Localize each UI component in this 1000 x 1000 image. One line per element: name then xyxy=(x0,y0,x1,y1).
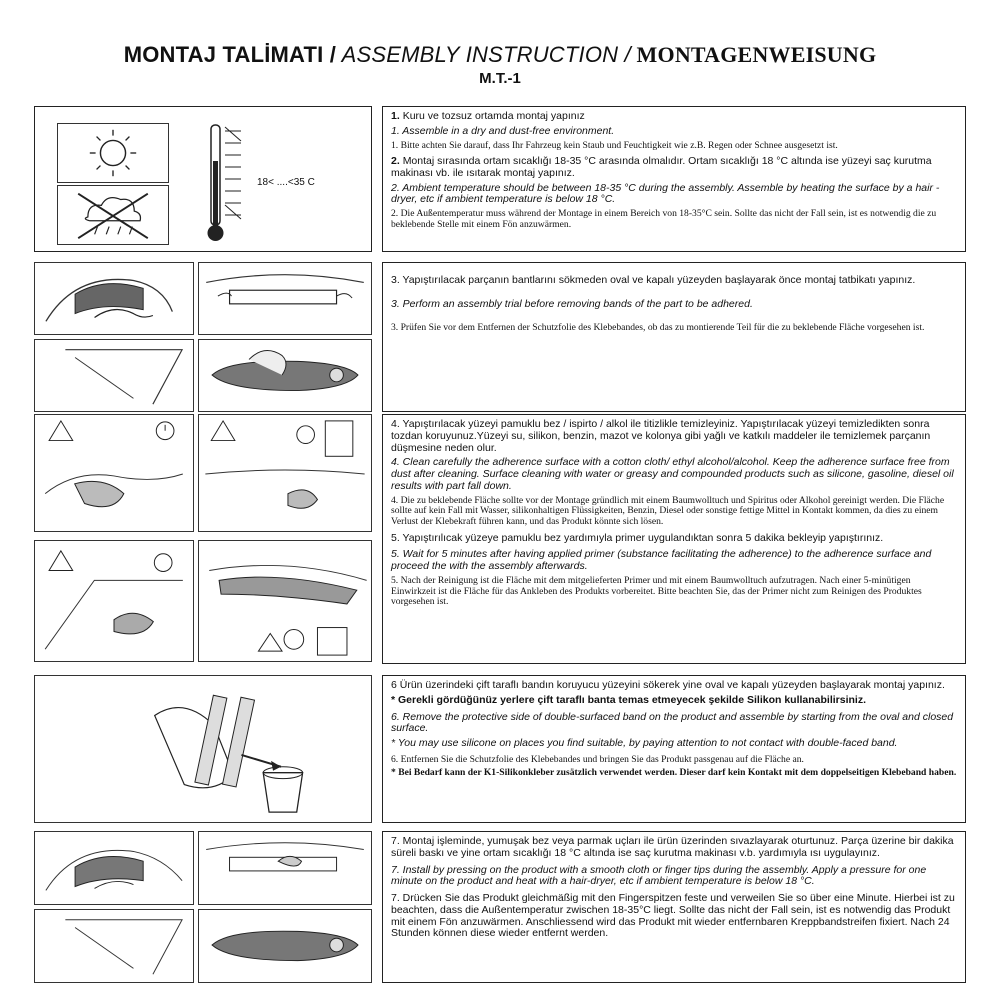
title-turkish: MONTAJ TALİMATI / xyxy=(123,42,337,67)
step-3-turkish: 3. Yapıştırılacak parçanın bantlarını sökmeden oval ve kapalı yüzeyden başlayarak önce montaj tatbikatı yapınız. xyxy=(391,274,916,286)
step-1-number: 1. xyxy=(391,110,400,122)
sun-figure xyxy=(57,123,169,183)
step-3-english: 3. Perform an assembly trial before removing bands of the part to be adhered. xyxy=(391,297,753,310)
step-5-figure-primer-a xyxy=(34,540,194,662)
step-6-text xyxy=(382,675,966,823)
step-3-figure-panel-slot xyxy=(198,262,372,335)
step-4-turkish: 4. Yapıştırılacak yüzeyi pamuklu bez / ispirto / alkol ile titizlikle temizleyiniz. Yapıştırılacak yüzeyi temizledikten sonra tozdan koruyunuz.Yüzeyi su, silikon, benzin, mazot ve kolonya gibi yağlı ve katkılı maddeler ile temizlemek parçanın düşmesine neden olur. xyxy=(391,418,931,454)
step-7-german: 7. Drücken Sie das Produkt gleichmäßig mit den Fingerspitzen feste und verweilen Sie so über eine Minute. Hierbei ist zu beachten, dass die Außentemperatur zwischen 18-35°C liegt. Sollte das nicht der Fall sein, ist es notwendig das Produkt mit einem Fön anzuwärmen. Anschliessend wird das Produkt mit wieder entfernbaren Kreppbandstreifen fixiert. Nach 24 Stunden können diese wieder entfernt werden. xyxy=(391,892,955,940)
step-6-turkish: 6 Ürün üzerindeki çift taraflı bandın koruyucu yüzeyini sökerek yine oval ve kapalı yüzeyden başlayarak montaj yapınız. xyxy=(391,679,945,691)
step-5-turkish: 5. Yapıştırılıcak yüzeye pamuklu bez yardımıyla primer uygulandıktan sonra 5 dakika bekleyip yapıştırınız. xyxy=(391,531,884,544)
step-7-figure-press-c xyxy=(34,909,194,983)
step-6-english: 6. Remove the protective side of double-surfaced band on the product and assemble by starting from the oval and closed surface. xyxy=(391,710,954,735)
step-4-5-text xyxy=(382,414,966,664)
step-1-english: 1. Assemble in a dry and dust-free environment. xyxy=(391,124,615,137)
step-5-english: 5. Wait for 5 minutes after having applied primer (substance facilitating the adherence) to the adherence surface and proceed the with the assembly afterwards. xyxy=(391,548,932,573)
step-4-figure-cleaning-a xyxy=(34,414,194,532)
step-6-german: 6. Entfernen Sie die Schutzfolie des Klebebandes und bringen Sie das Produkt passgenau auf die Fläche an. xyxy=(391,753,804,765)
step-1-turkish: Kuru ve tozsuz ortamda montaj yapınız xyxy=(402,110,585,122)
step-4-german: 4. Die zu beklebende Fläche sollte vor der Montage gründlich mit einem Baumwolltuch und Spiritus oder Alkohol gereinigt werden. Die Fläche sollte auf kein Fall mit Wasser, silikonhaltigen Flüssigkeiten, Benzin, Diesel oder sonstige fettige Mittel in Kontakt kommen, da dies zu einem Verlust der Klebekraft führen kann, und das Produkt könnte sich lösen. xyxy=(391,494,945,527)
step-6-english-note: * You may use silicone on places you find suitable, by paying attention to not contact with double-faced band. xyxy=(391,737,898,749)
rain-crossed-figure xyxy=(57,185,169,245)
step-6-figure-remove-tape xyxy=(34,675,372,823)
step-4-english: 4. Clean carefully the adherence surface with a cotton cloth/ ethyl alcohol/alcohol. Keep the adherence surface free from dust after cleaning. Surface cleaning with water or greasy and compounded products such as silicone, gasoline, diesel oil results with part fall down. xyxy=(391,456,954,492)
step-3-german: 3. Prüfen Sie vor dem Entfernen der Schutzfolie des Klebebandes, ob das zu montierende Teil für die zu beklebende Fläche vorgesehen ist. xyxy=(391,321,925,333)
step-2-turkish: Montaj sırasında ortam sıcaklığı 18-35 °C arasında olmalıdır. Ortam sıcaklığı 18 °C altında ise yüzeyi saç kurutma makinası vb. ile ısıtarak montaj yapınız. xyxy=(391,155,932,179)
step-7-english: 7. Install by pressing on the product with a smooth cloth or finger tips during the assembly. Apply a pressure for one minute on the product and heat with a hair-dryer, etc if ambient temperature is below 18 °C. xyxy=(391,863,927,888)
step-2-english: 2. Ambient temperature should be between 18-35 °C during the assembly. Assemble by heating the surface by a hair -dryer, etc if ambient temperature is below 18 °C. xyxy=(391,181,940,206)
figure-group-environment xyxy=(34,106,372,252)
step-7-text xyxy=(382,831,966,983)
step-7-turkish: 7. Montaj işleminde, yumuşak bez veya parmak uçları ile ürün üzerinden sıvazlayarak oturtunuz. Parça üzerine bir dakika süreli baskı ve yine ortam sıcaklığı 18 °C altında ise saç kurutma makinası v.b. yardımıyla ısı uygulayınız. xyxy=(391,835,954,859)
step-6-turkish-note: * Gerekli gördüğünüz yerlere çift taraflı banta temas etmeyecek şekilde Silikon kullanabilirsiniz. xyxy=(391,693,867,706)
title-english: ASSEMBLY INSTRUCTION / xyxy=(336,42,631,67)
step-5-german: 5. Nach der Reinigung ist die Fläche mit dem mitgelieferten Primer und mit einem Baumwolltuch aufzutragen. Nach einer 5-minütigen Einwirkzeit ist die Fläche für das Ankleben des Produkts vorbereitet. Bitte beachten Sie, das der Primer nicht zum Reinigen des Produktes vorgesehen ist. xyxy=(391,574,922,608)
step-3-text xyxy=(382,262,966,412)
page-title xyxy=(0,42,1000,68)
step-5-figure-primer-b xyxy=(198,540,372,662)
document-code: M.T.-1 xyxy=(479,70,521,87)
step-3-figure-hand-fit xyxy=(34,262,194,335)
step-1-2-text xyxy=(382,106,966,252)
step-6-german-note: * Bei Bedarf kann der K1-Silikonkleber zusätzlich verwendet werden. Dieser darf kein Kontakt mit dem doppelseitigen Klebeband haben. xyxy=(391,767,957,779)
title-german: MONTAGENWEISUNG xyxy=(630,42,877,67)
thermometer-icon xyxy=(195,121,265,247)
step-7-figure-press-d xyxy=(198,909,372,983)
step-7-figure-press-a xyxy=(34,831,194,905)
step-3-figure-handle-trial xyxy=(198,339,372,412)
step-2-number: 2. xyxy=(391,155,400,168)
step-3-figure-side xyxy=(34,339,194,412)
step-2-german: 2. Die Außentemperatur muss während der Montage in einem Bereich von 18-35°C sein. Sollte das nicht der Fall sein, ist es notwendig die zu beklebende Stelle mit einem Fön anzuwärmen. xyxy=(391,208,937,230)
temperature-range-label: 18< ....<35 C xyxy=(257,177,315,188)
step-4-figure-cleaning-b xyxy=(198,414,372,532)
step-7-figure-press-b xyxy=(198,831,372,905)
step-1-german: 1. Bitte achten Sie darauf, dass Ihr Fahrzeug kein Staub und Feuchtigkeit wie z.B. Regen oder Schnee ausgesetzt ist. xyxy=(391,139,838,151)
